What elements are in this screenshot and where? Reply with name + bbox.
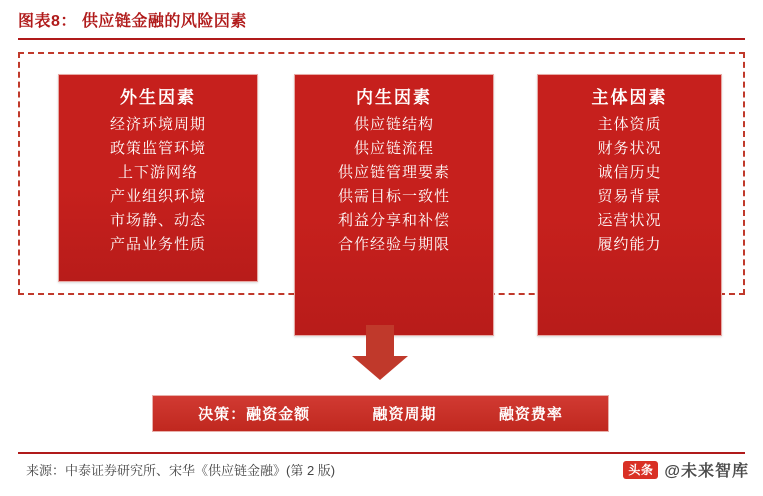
arrow-head — [352, 356, 408, 380]
toutiao-badge-icon: 头条 — [623, 461, 658, 479]
factor-card-heading: 内生因素 — [356, 88, 432, 107]
factor-card-list — [59, 113, 257, 257]
watermark — [623, 458, 749, 481]
list-item: 供应链流程 — [353, 140, 434, 157]
page-title: 图表8： 供应链金融的风险因素 — [18, 13, 247, 30]
title-divider — [18, 38, 745, 40]
list-item: 财务状况 — [597, 140, 662, 157]
list-item: 上下游网络 — [117, 164, 198, 181]
watermark-label: @未来智库 — [664, 463, 749, 480]
decision-bar — [152, 395, 609, 432]
list-item: 诚信历史 — [597, 164, 662, 181]
arrow-stem — [366, 325, 394, 357]
decision-item-period: 融资周期 — [372, 406, 437, 423]
list-item: 产品业务性质 — [109, 236, 206, 253]
factor-card-entity — [537, 74, 722, 336]
decision-item-amount: 决策：融资金额 — [198, 406, 311, 423]
list-item: 市场静、动态 — [109, 212, 206, 229]
factor-card-heading: 主体因素 — [591, 88, 668, 107]
factor-card-endogenous — [294, 74, 494, 336]
footer-divider — [18, 452, 745, 454]
risk-factors-group — [18, 52, 745, 295]
factor-card-list — [538, 113, 721, 257]
list-item: 合作经验与期限 — [337, 236, 450, 253]
factor-card-heading: 外生因素 — [120, 88, 196, 107]
list-item: 供应链管理要素 — [337, 164, 450, 181]
list-item: 利益分享和补偿 — [337, 212, 450, 229]
down-arrow-icon — [352, 325, 408, 380]
figure-title-bar — [18, 10, 745, 40]
source-note: 来源：中泰证券研究所、宋华《供应链金融》(第 2 版) — [26, 463, 336, 478]
list-item: 供应链结构 — [353, 116, 434, 133]
list-item: 贸易背景 — [597, 188, 662, 205]
list-item: 运营状况 — [597, 212, 662, 229]
list-item: 产业组织环境 — [109, 188, 206, 205]
list-item: 供需目标一致性 — [337, 188, 450, 205]
factor-card-list — [295, 113, 493, 257]
list-item: 履约能力 — [597, 236, 662, 253]
factor-card-exogenous — [58, 74, 258, 282]
list-item: 经济环境周期 — [109, 116, 206, 133]
decision-item-rate: 融资费率 — [498, 406, 563, 423]
list-item: 政策监管环境 — [109, 140, 206, 157]
list-item: 主体资质 — [597, 116, 662, 133]
